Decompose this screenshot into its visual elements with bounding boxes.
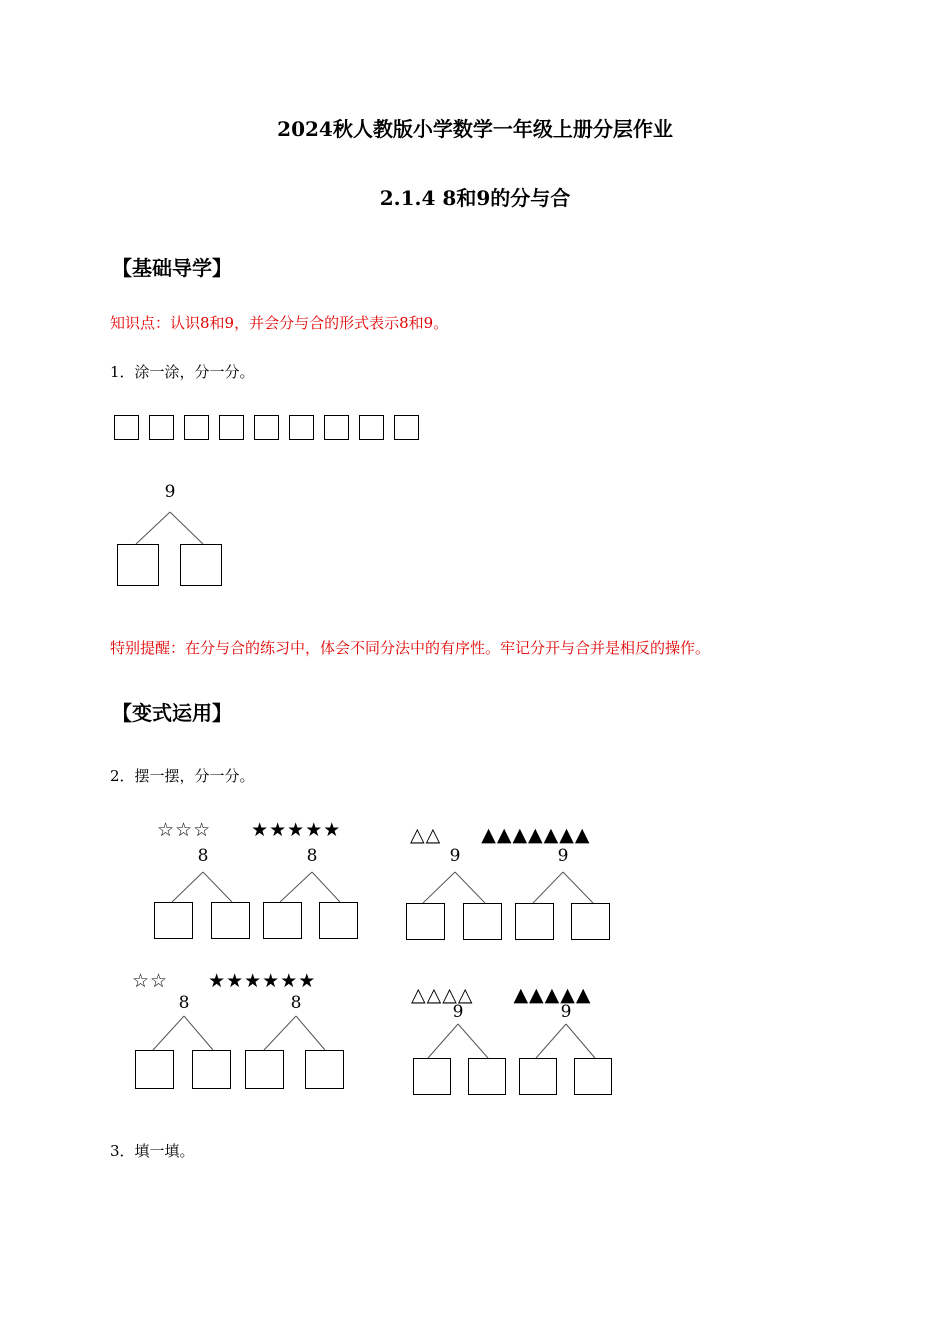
total-number: 9 xyxy=(164,482,176,502)
answer-box[interactable] xyxy=(192,1050,231,1089)
star-symbols: ☆☆☆ ★★★★★ xyxy=(157,819,342,841)
page-subtitle: 2.1.4 8和9的分与合 xyxy=(379,186,571,210)
total-number: 9 xyxy=(560,1002,572,1022)
total-number: 9 xyxy=(452,1002,464,1022)
answer-box[interactable] xyxy=(574,1058,612,1095)
section-heading-basic: 【基础导学】 xyxy=(112,256,232,280)
answer-box[interactable] xyxy=(519,1058,557,1095)
color-square[interactable] xyxy=(219,415,244,440)
color-square[interactable] xyxy=(149,415,174,440)
color-square[interactable] xyxy=(289,415,314,440)
question-2-label: 2．摆一摆，分一分。 xyxy=(110,767,255,785)
answer-box[interactable] xyxy=(135,1050,174,1089)
answer-box[interactable] xyxy=(463,903,502,940)
answer-box[interactable] xyxy=(117,544,159,586)
color-square[interactable] xyxy=(324,415,349,440)
answer-box[interactable] xyxy=(211,902,250,939)
answer-box[interactable] xyxy=(180,544,222,586)
triangle-symbols: △△ ▲▲▲▲▲▲▲ xyxy=(410,824,591,846)
color-square[interactable] xyxy=(184,415,209,440)
answer-box[interactable] xyxy=(468,1058,506,1095)
triangle-symbols: △△△△ ▲▲▲▲▲ xyxy=(411,984,592,1006)
answer-box[interactable] xyxy=(515,903,554,940)
color-square[interactable] xyxy=(254,415,279,440)
answer-box[interactable] xyxy=(319,902,358,939)
answer-box[interactable] xyxy=(245,1050,284,1089)
color-square[interactable] xyxy=(359,415,384,440)
total-number: 8 xyxy=(290,993,302,1013)
answer-box[interactable] xyxy=(413,1058,451,1095)
color-square[interactable] xyxy=(114,415,139,440)
answer-box[interactable] xyxy=(263,902,302,939)
page-title: 2024秋人教版小学数学一年级上册分层作业 xyxy=(277,117,673,141)
knowledge-point: 知识点：认识8和9，并会分与合的形式表示8和9。 xyxy=(110,314,449,332)
total-number: 9 xyxy=(557,846,569,866)
question-3-label: 3．填一填。 xyxy=(110,1142,195,1160)
answer-box[interactable] xyxy=(154,902,193,939)
answer-box[interactable] xyxy=(571,903,610,940)
star-symbols: ☆☆ ★★★★★★ xyxy=(132,970,317,992)
color-square[interactable] xyxy=(394,415,419,440)
question-1-label: 1．涂一涂，分一分。 xyxy=(110,363,255,381)
total-number: 9 xyxy=(449,846,461,866)
total-number: 8 xyxy=(197,846,209,866)
total-number: 8 xyxy=(178,993,190,1013)
special-reminder: 特别提醒：在分与合的练习中，体会不同分法中的有序性。牢记分开与合并是相反的操作。 xyxy=(110,639,711,657)
total-number: 8 xyxy=(306,846,318,866)
answer-box[interactable] xyxy=(406,903,445,940)
section-heading-variant: 【变式运用】 xyxy=(112,701,232,725)
answer-box[interactable] xyxy=(305,1050,344,1089)
